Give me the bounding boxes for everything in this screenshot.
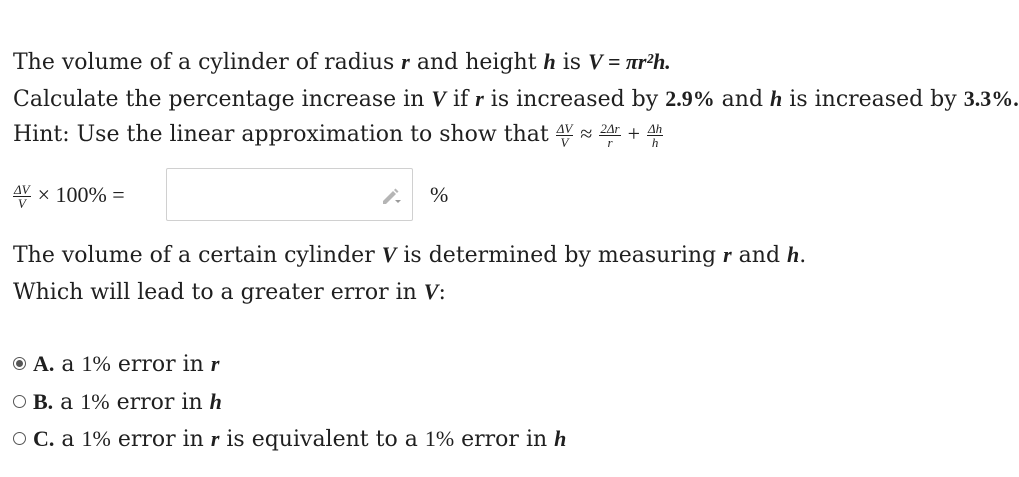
radio-selected-icon[interactable]	[13, 357, 26, 370]
question-text: and	[714, 87, 771, 112]
percent-unit: %	[430, 182, 449, 207]
radio-unselected-icon[interactable]	[13, 395, 26, 408]
fraction-dh-h	[647, 122, 663, 149]
question-text: The volume of a cylinder of radius	[13, 50, 402, 75]
option-percent: 1%	[80, 389, 110, 414]
approx-sign: ≈	[580, 121, 593, 146]
question-text: is increased by	[483, 87, 666, 112]
option-c[interactable]	[13, 426, 566, 453]
r-percent: 2.9%	[665, 86, 715, 111]
fraction-numerator: ΔV	[14, 181, 30, 197]
fraction-2dr-r	[599, 122, 620, 149]
question-text: is determined by measuring	[396, 243, 724, 268]
var-h: h	[554, 426, 567, 451]
question-text: The volume of a certain cylinder	[13, 243, 382, 268]
var-r: r	[475, 86, 484, 111]
fraction-denominator: r	[607, 134, 613, 150]
question-text: is	[555, 50, 589, 75]
radio-unselected-icon[interactable]	[13, 432, 26, 445]
question-text: Calculate the percentage increase in	[13, 87, 432, 112]
option-text: error in	[110, 427, 211, 452]
var-r: r	[210, 426, 220, 451]
volume-formula: V = πr²h.	[588, 49, 671, 74]
fraction-dv-v	[13, 183, 31, 210]
option-text: error in	[109, 390, 210, 415]
option-text: a	[54, 427, 82, 452]
percent-answer-input[interactable]	[166, 168, 413, 221]
pencil-icon[interactable]	[380, 185, 402, 207]
option-a[interactable]	[13, 351, 219, 378]
question-text: .	[799, 243, 807, 268]
fraction-denominator: V	[17, 195, 26, 211]
question-line-2	[13, 86, 1019, 113]
question-text: is increased by	[782, 87, 964, 112]
question-text: if	[446, 87, 476, 112]
option-letter: A.	[33, 351, 55, 376]
hint-line	[13, 121, 663, 149]
option-letter: C.	[33, 426, 55, 451]
var-h: h	[209, 389, 222, 414]
var-h: h	[770, 86, 783, 111]
option-text: error in	[454, 427, 555, 452]
var-v: V	[381, 242, 397, 267]
fraction-numerator: ΔV	[556, 120, 573, 136]
fraction-denominator: h	[651, 134, 659, 150]
question-text: and height	[409, 50, 544, 75]
option-percent: 1%	[81, 426, 111, 451]
var-v: V	[431, 86, 447, 111]
question-text: Which will lead to a greater error in	[13, 280, 424, 305]
option-text: is equivalent to a	[219, 427, 425, 452]
option-letter: B.	[33, 389, 54, 414]
option-b[interactable]	[13, 389, 222, 416]
var-r: r	[210, 351, 220, 376]
fraction-numerator: 2Δr	[600, 120, 620, 136]
fraction-denominator: V	[560, 134, 569, 150]
fraction-dv-v	[556, 122, 574, 149]
part2-line-2	[13, 279, 446, 306]
option-text: a	[54, 352, 82, 377]
var-r: r	[723, 242, 732, 267]
question-text: and	[731, 243, 788, 268]
fraction-numerator: Δh	[648, 120, 663, 136]
option-percent: 1%	[424, 426, 455, 451]
hint-text: Hint: Use the linear approximation to show that	[13, 122, 556, 147]
var-v: V	[423, 279, 439, 304]
question-line-1	[13, 49, 671, 76]
question-text: :	[438, 280, 446, 305]
var-h: h	[543, 49, 556, 74]
plus-sign: +	[627, 121, 640, 146]
times-100-equals: × 100% =	[37, 182, 125, 207]
var-r: r	[401, 49, 410, 74]
option-text: a	[53, 390, 81, 415]
var-h: h	[787, 242, 800, 267]
part2-line-1	[13, 242, 806, 269]
option-text: error in	[110, 352, 211, 377]
h-percent: 3.3%.	[963, 86, 1019, 111]
option-percent: 1%	[81, 351, 111, 376]
answer-label	[13, 182, 125, 210]
